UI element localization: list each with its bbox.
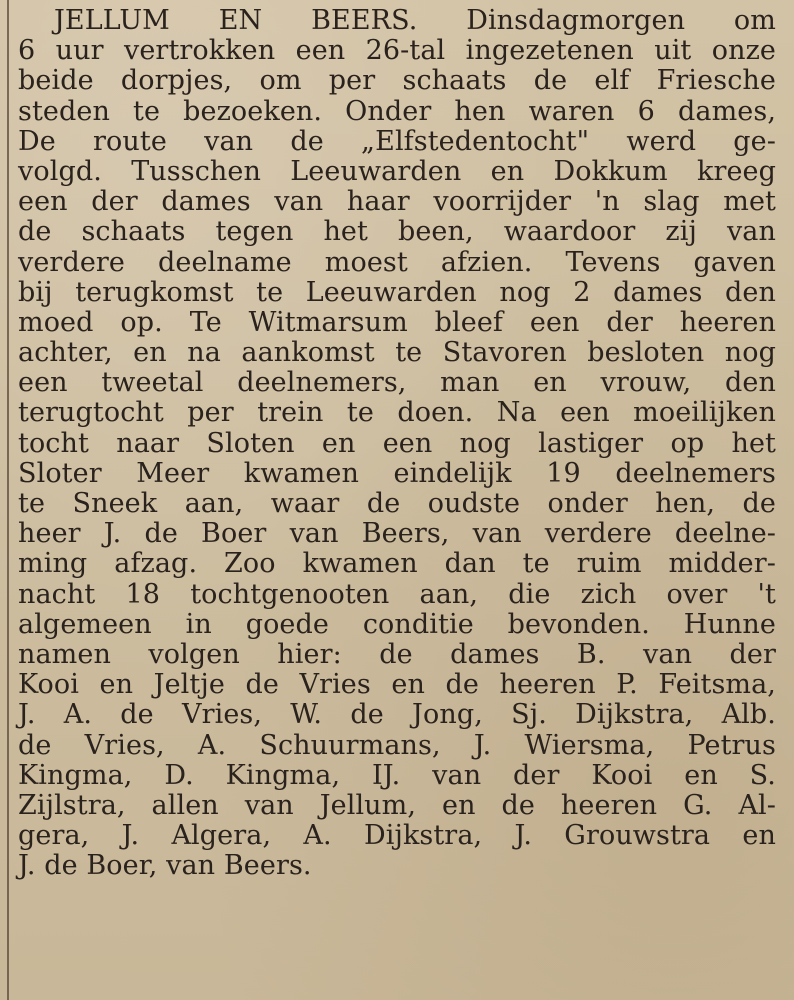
article-line: de Vries, A. Schuurmans, J. Wiersma, Petrus (18, 729, 776, 761)
article-line: Kooi en Jeltje de Vries en de heeren P. Feitsma, (18, 669, 776, 701)
article-line: terugtocht per trein te doen. Na een moeilijken (18, 397, 776, 429)
article-line: 6 uur vertrokken een 26-tal ingezetenen uit onze (18, 35, 776, 67)
article-line: tocht naar Sloten en een nog lastiger op het (18, 427, 776, 459)
article-line: beide dorpjes, om per schaats de elf Friesche (18, 65, 776, 97)
article-body (18, 6, 776, 881)
article-line: nacht 18 tochtgenooten aan, die zich over 't (18, 578, 776, 610)
article-line: Zijlstra, allen van Jellum, en de heeren G. Al- (18, 789, 776, 821)
article-line: De route van de „Elfstedentocht" werd ge- (18, 125, 776, 157)
article-line: J. de Boer, van Beers. (18, 850, 312, 882)
article-line: J. A. de Vries, W. de Jong, Sj. Dijkstra, Alb. (18, 699, 776, 731)
article-line: namen volgen hier: de dames B. van der (18, 638, 776, 670)
article-line: moed op. Te Witmarsum bleef een der heeren (18, 306, 776, 338)
article-line: verdere deelname moest afzien. Tevens gaven (18, 246, 776, 278)
article-line: Sloter Meer kwamen eindelijk 19 deelnemers (18, 457, 776, 489)
article-line: de schaats tegen het been, waardoor zij van (18, 216, 776, 248)
article-line: volgd. Tusschen Leeuwarden en Dokkum kreeg (18, 155, 776, 187)
article-line: achter, en na aankomst te Stavoren besloten nog (18, 337, 776, 369)
article-line: JELLUM EN BEERS. Dinsdagmorgen om (54, 5, 776, 36)
article-line: ming afzag. Zoo kwamen dan te ruim midder- (18, 548, 776, 580)
article-line: heer J. de Boer van Beers, van verdere deelne- (18, 518, 776, 550)
article-line: te Sneek aan, waar de oudste onder hen, de (18, 488, 776, 519)
column-rule (7, 0, 9, 1000)
article-line: een der dames van haar voorrijder 'n slag met (18, 186, 776, 218)
article-line: gera, J. Algera, A. Dijkstra, J. Grouwstra en (18, 820, 776, 852)
article-line: steden te bezoeken. Onder hen waren 6 dames, (18, 95, 776, 127)
article-line: een tweetal deelnemers, man en vrouw, den (18, 367, 776, 399)
article-line: algemeen in goede conditie bevonden. Hunne (18, 608, 776, 640)
article-line: Kingma, D. Kingma, IJ. van der Kooi en S. (18, 759, 776, 791)
article-line: bij terugkomst te Leeuwarden nog 2 dames den (18, 276, 776, 308)
